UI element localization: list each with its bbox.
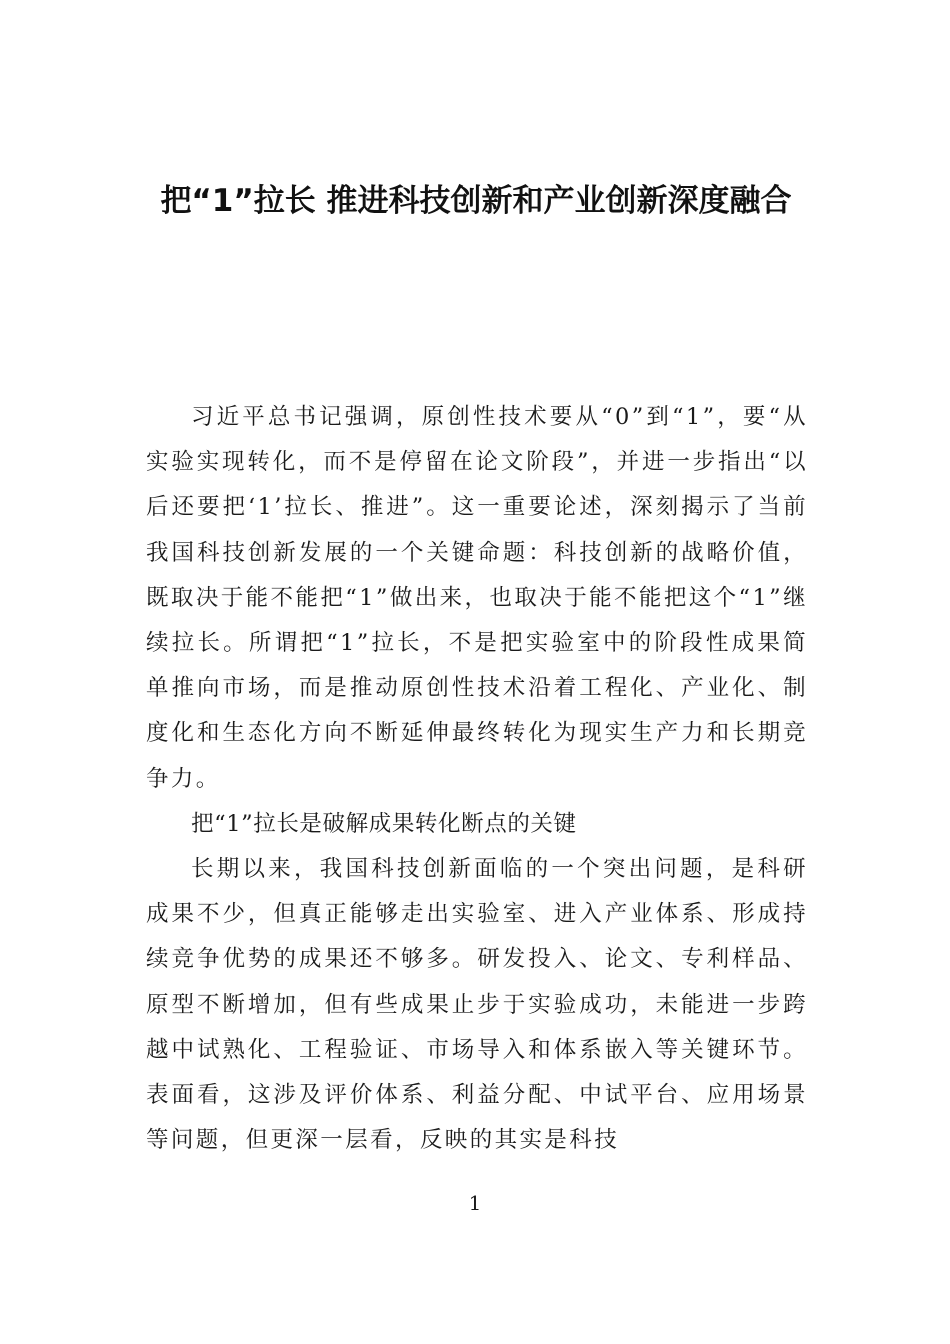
section-heading: 把“1”拉长是破解成果转化断点的关键 (191, 810, 577, 837)
body-paragraph: 长期以来，我国科技创新面临的一个突出问题，是科研成果不少，但真正能够走出实验室、进入产业体系、形成持续竞争优势的成果还不够多。研发投入、论文、专利样品、原型不断增加，但有些成果止步于实验成功，未能进一步跨越中试熟化、工程验证、市场导入和体系嵌入等关键环节。表面看，这涉及评价体系、利益分配、中试平台、应用场景等问题，但更深一层看，反映的其实是科技 (146, 856, 808, 1154)
document-body (146, 395, 808, 1163)
page-number: 1 (468, 1191, 482, 1215)
document-title: 把“1”拉长 推进科技创新和产业创新深度融合 (160, 183, 792, 219)
body-paragraph: 习近平总书记强调，原创性技术要从“0”到“1”，要“从实验实现转化，而不是停留在论文阶段”，并进一步指出“以后还要把‘1’拉长、推进”。这一重要论述，深刻揭示了当前我国科技创新发展的一个关键命题：科技创新的战略价值，既取决于能不能把“1”做出来，也取决于能不能把这个“1”继续拉长。所谓把“1”拉长，不是把实验室中的阶段性成果简单推向市场，而是推动原创性技术沿着工程化、产业化、制度化和生态化方向不断延伸最终转化为现实生产力和长期竞争力。 (146, 404, 808, 792)
